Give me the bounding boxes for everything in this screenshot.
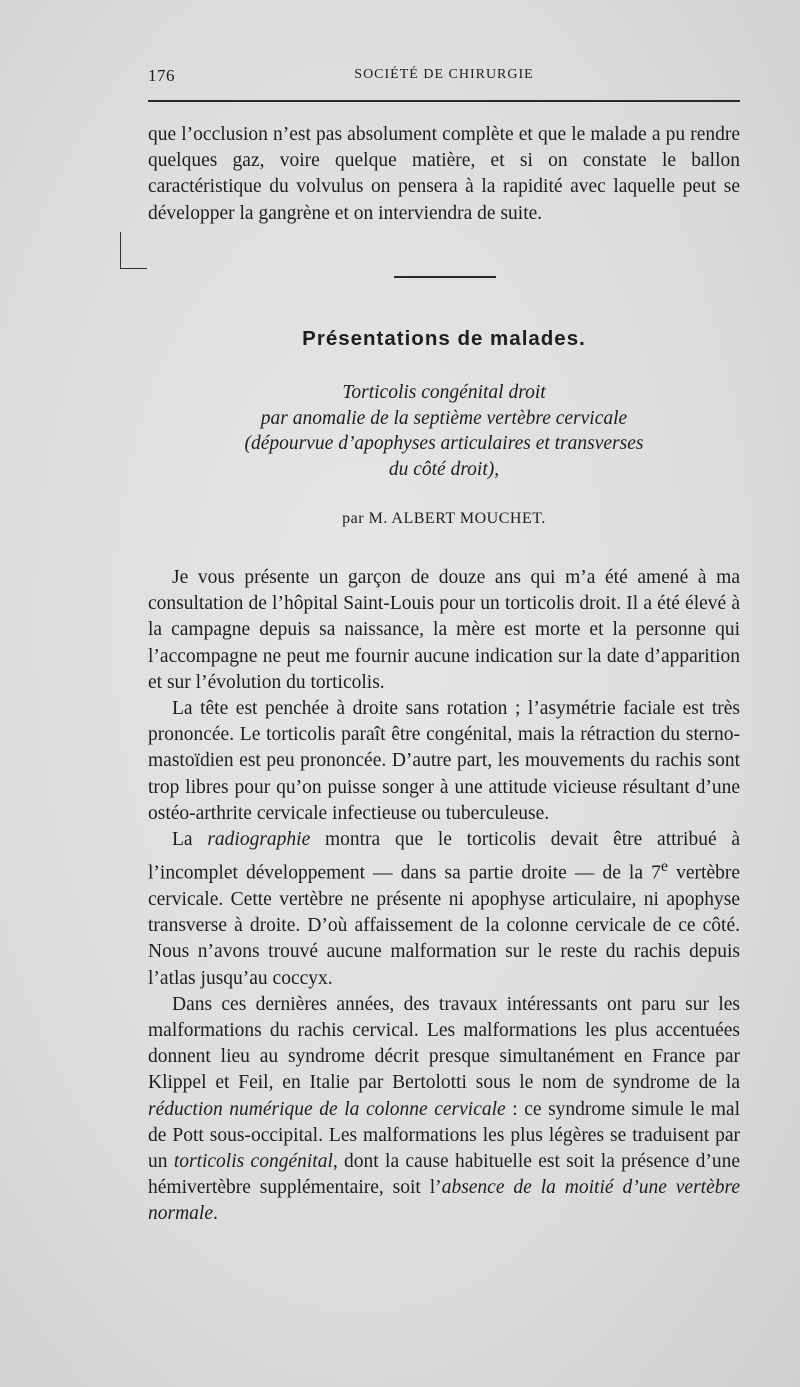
article-title-line: par anomalie de la septième vertèbre cervicale: [260, 407, 628, 429]
body-paragraph: Je vous présente un garçon de douze ans qui m’a été amené à ma consultation de l’hôpital Saint-Louis pour un torticolis droit. Il a été élevé à la campagne depuis sa naissance, la mère est morte et la personne qui l’accompagne ne peut me fournir aucune indication sur la date d’apparition et sur l’évolution du torticolis.: [148, 567, 740, 693]
running-header: [148, 66, 740, 88]
section-title: Présentations de malades.: [302, 327, 586, 350]
text-run: Dans ces dernières années, des travaux intéressants ont paru sur les malformations du rachis cervical. Les malformations les plus accentuées donnent lieu au syndrome décrit presque simultanément en France par Klippel et Feil, en Italie par Bertolotti sous le nom de syndrome de la: [148, 993, 740, 1094]
italic-term: torticolis congénital: [173, 1150, 333, 1172]
intro-paragraph-block: [148, 122, 740, 227]
page-number: 176: [148, 66, 175, 85]
header-rule: [148, 100, 740, 102]
italic-term: réduction numérique de la colonne cervicale: [148, 1098, 506, 1120]
body-paragraph: [148, 827, 740, 992]
body-paragraph: [148, 992, 740, 1228]
superscript: e: [660, 857, 669, 876]
text-run: La: [172, 829, 208, 851]
article-title-line: (dépourvue d’apophyses articulaires et transverses: [244, 433, 644, 454]
article-body: [148, 565, 740, 1228]
intro-paragraph: que l’occlusion n’est pas absolument complète et que le malade a pu rendre quelques gaz, voire quelque matière, et si on constate le ballon caractéristique du volvulus on pensera à la rapidité avec laquelle peut se développer la gangrène et on interviendra de suite.: [148, 124, 740, 224]
article-author: par M. ALBERT MOUCHET.: [342, 510, 546, 527]
text-run: .: [213, 1203, 218, 1225]
section-divider: [394, 276, 496, 278]
margin-bracket-mark: [120, 232, 147, 269]
body-paragraph: La tête est penchée à droite sans rotation ; l’asymétrie faciale est très prononcée. Le torticolis paraît être congénital, mais la rétraction du sterno-mastoïdien est peu prononcée. D’autre part, les mouvements du rachis sont trop libres pour qu’on puisse songer à une attitude vicieuse résultant d’une ostéo-arthrite cervicale infectieuse ou tuberculeuse.: [148, 698, 740, 824]
article-title: [148, 380, 740, 482]
text-run: montra que le torticolis devait être attribué à l’incomplet développement — dans sa partie droite — de la 7: [148, 829, 740, 884]
text-run: vertèbre cervicale. Cette vertèbre ne présente ni apophyse articulaire, ni apophyse transverse à droite. D’où affaissement de la colonne cervicale de ce côté. Nous n’avons trouvé aucune malformation sur le reste du rachis depuis l’atlas jusqu’au coccyx.: [148, 862, 741, 989]
article-title-line: Torticolis congénital droit: [342, 382, 546, 403]
italic-term: absence de la moitié d’une vertèbre normale: [148, 1177, 740, 1225]
article-title-line: du côté droit),: [388, 458, 500, 480]
italic-term: radiographie: [207, 829, 311, 851]
text-run: , dont la cause habituelle est soit la présence d’une hémivertèbre supplémentaire, soit l’: [148, 1150, 740, 1199]
text-run: : ce syndrome simule le mal de Pott sous-occipital. Les malformations les plus légères se traduisent par un: [148, 1098, 740, 1172]
running-title: SOCIÉTÉ DE CHIRURGIE: [354, 67, 534, 82]
